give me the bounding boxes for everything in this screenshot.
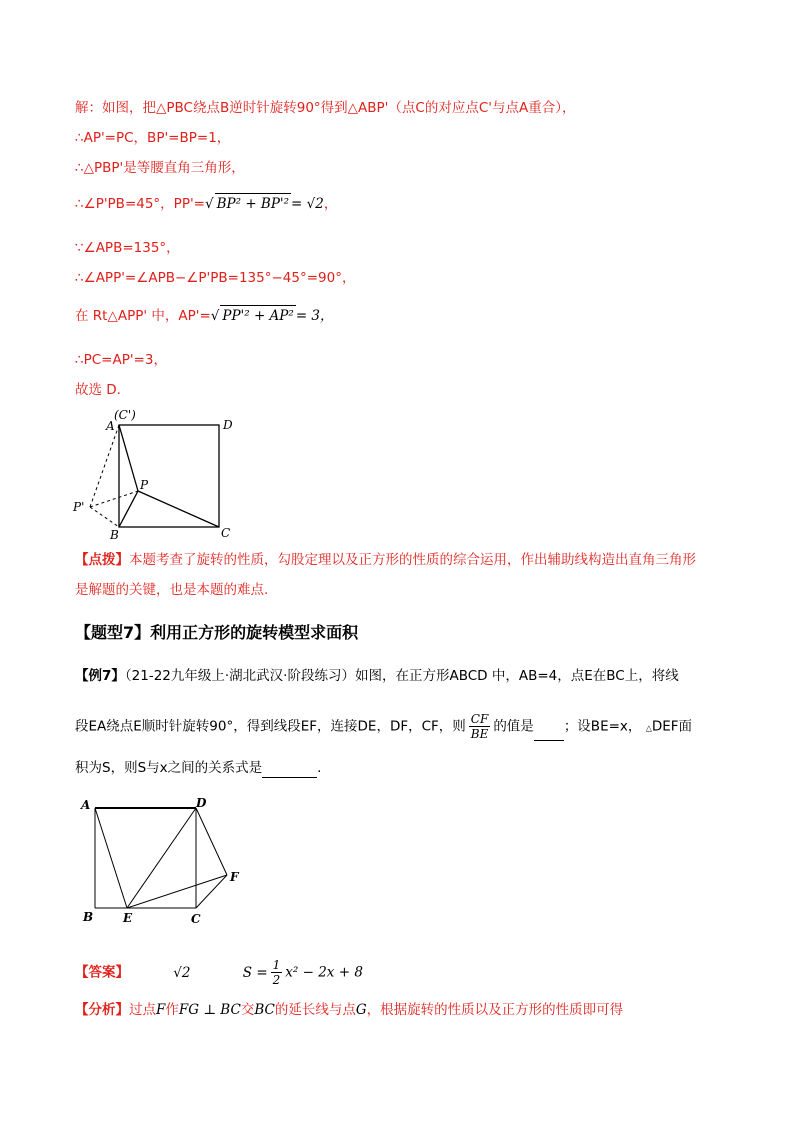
solution-line-5: ∵∠APB=135°， [75, 240, 180, 256]
answer-fraction-den: 2 [272, 973, 281, 987]
answer-value-2a: S = [242, 964, 268, 981]
segment-df [196, 808, 227, 875]
label-a: A [106, 419, 115, 433]
analysis-bc: BC [254, 1002, 275, 1018]
example-text-2c: ；设BE=x， [563, 718, 642, 735]
label-d: D [223, 418, 233, 432]
segment-ap [119, 425, 138, 491]
example-text-1: （21-22九年级上·湖北武汉·阶段练习）如图，在正方形ABCD 中，AB=4，点E在BC上，将线 [124, 668, 679, 684]
segment-bp [119, 491, 138, 527]
comment-line-1 [75, 550, 696, 570]
answer-fraction-num: 1 [272, 958, 281, 972]
comment-text-1: 本题考查了旋转的性质，勾股定理以及正方形的性质的综合运用，作出辅助线构造出直角三角形 [129, 552, 696, 568]
figure-square-rotation [70, 405, 245, 540]
example-text-3a: 积为S，则S与x之间的关系式是 [75, 760, 263, 776]
answer-value-2b: x² − 2x + 8 [285, 964, 363, 981]
example-text-2a: 段EA绕点E顺时针旋转90°，得到线段EF，连接DE，DF，CF，则 [75, 718, 466, 735]
analysis-text-c: 交 [240, 1002, 255, 1018]
solution-line-8: ∴PC=AP'=3， [75, 352, 167, 368]
figure-square-efd [75, 795, 255, 930]
section-heading: 【题型7】利用正方形的旋转模型求面积 [75, 623, 359, 642]
label-e2: E [123, 911, 133, 925]
comment-line-2: 是解题的关键，也是本题的难点. [75, 582, 269, 598]
answer-fraction-half [271, 958, 283, 987]
fraction-denominator: BE [470, 727, 489, 741]
analysis-g: G [355, 1002, 367, 1018]
segment-pc [138, 491, 219, 527]
radical-pp: PP'² + AP² [220, 305, 295, 326]
analysis-expr: FG ⊥ BC [178, 1002, 241, 1018]
comment-tag: 【点拨】 [75, 552, 129, 568]
answer-blank-2[interactable] [262, 777, 317, 778]
analysis-f: F [156, 1002, 166, 1018]
fraction-cf-be [469, 712, 491, 741]
solution-line-4-c: ， [323, 196, 338, 212]
solution-line-9: 故选 D. [75, 382, 121, 398]
fraction-numerator: CF [470, 712, 489, 726]
label-c-prime: (C') [114, 408, 136, 422]
label-p: P [140, 478, 149, 492]
solution-line-3: ∴△PBP'是等腰直角三角形， [75, 160, 245, 176]
analysis-line [75, 1000, 623, 1020]
radical-bp: BP² + BP'² [215, 193, 291, 214]
answer-blank-1[interactable] [534, 740, 564, 741]
analysis-tag: 【分析】 [75, 1002, 129, 1018]
solution-line-4-a: ∴∠P'PB=45°，PP'= [75, 196, 205, 212]
analysis-text-b: 作 [165, 1002, 179, 1018]
label-b2: B [83, 910, 94, 924]
label-c: C [221, 526, 231, 540]
label-b: B [110, 528, 119, 540]
label-c2: C [191, 912, 201, 926]
analysis-text-d: 的延长线与点 [274, 1002, 356, 1018]
answer-value-1: √2 [173, 964, 191, 981]
answer-line [75, 958, 363, 987]
dashed-ap-prime [90, 425, 119, 507]
solution-line-7-b: = 3， [295, 308, 334, 324]
label-a2: A [81, 798, 91, 812]
example-text-2b: 的值是 [493, 718, 534, 735]
solution-line-7-a: 在 Rt△APP' 中，AP'= [75, 308, 211, 324]
dashed-bp-prime [90, 507, 119, 527]
example-text-2d: DEF面 [651, 718, 693, 735]
answer-tag: 【答案】 [75, 964, 129, 981]
solution-line-1: 解：如图，把△PBC绕点B逆时针旋转90°得到△ABP'（点C的对应点C'与点A重合）， [75, 100, 576, 116]
example-line-2: 段EA绕点E顺时针旋转90°，得到线段EF，连接DE，DF，CF，则 $\frac{CF}{BE}$ 的值是 ；设BE=x， △DEF面 [75, 712, 693, 741]
solution-line-7: 在 Rt△APP' 中，AP'=√ PP'² + AP² = 3， [75, 305, 334, 326]
label-d2: D [196, 796, 207, 810]
example-text-3b: . [317, 760, 322, 776]
analysis-text-e: ，根据旋转的性质以及正方形的性质即可得 [366, 1002, 624, 1018]
example-tag: 【例7】 [75, 668, 125, 684]
solution-line-4-b: = √2 [291, 196, 324, 212]
example-line-1 [75, 666, 679, 686]
label-p-prime: P' [73, 500, 85, 514]
solution-line-4: ∴∠P'PB=45°，PP'=√ BP² + BP'² = √2， [75, 193, 337, 214]
example-line-3 [75, 758, 321, 778]
solution-line-6: ∴∠APP'=∠APB−∠P'PB=135°−45°=90°， [75, 270, 356, 286]
analysis-text-a: 过点 [129, 1002, 156, 1018]
segment-de [127, 808, 196, 908]
segment-ae [95, 808, 127, 908]
solution-line-2: ∴AP'=PC，BP'=BP=1， [75, 130, 231, 146]
label-f2: F [230, 870, 239, 884]
